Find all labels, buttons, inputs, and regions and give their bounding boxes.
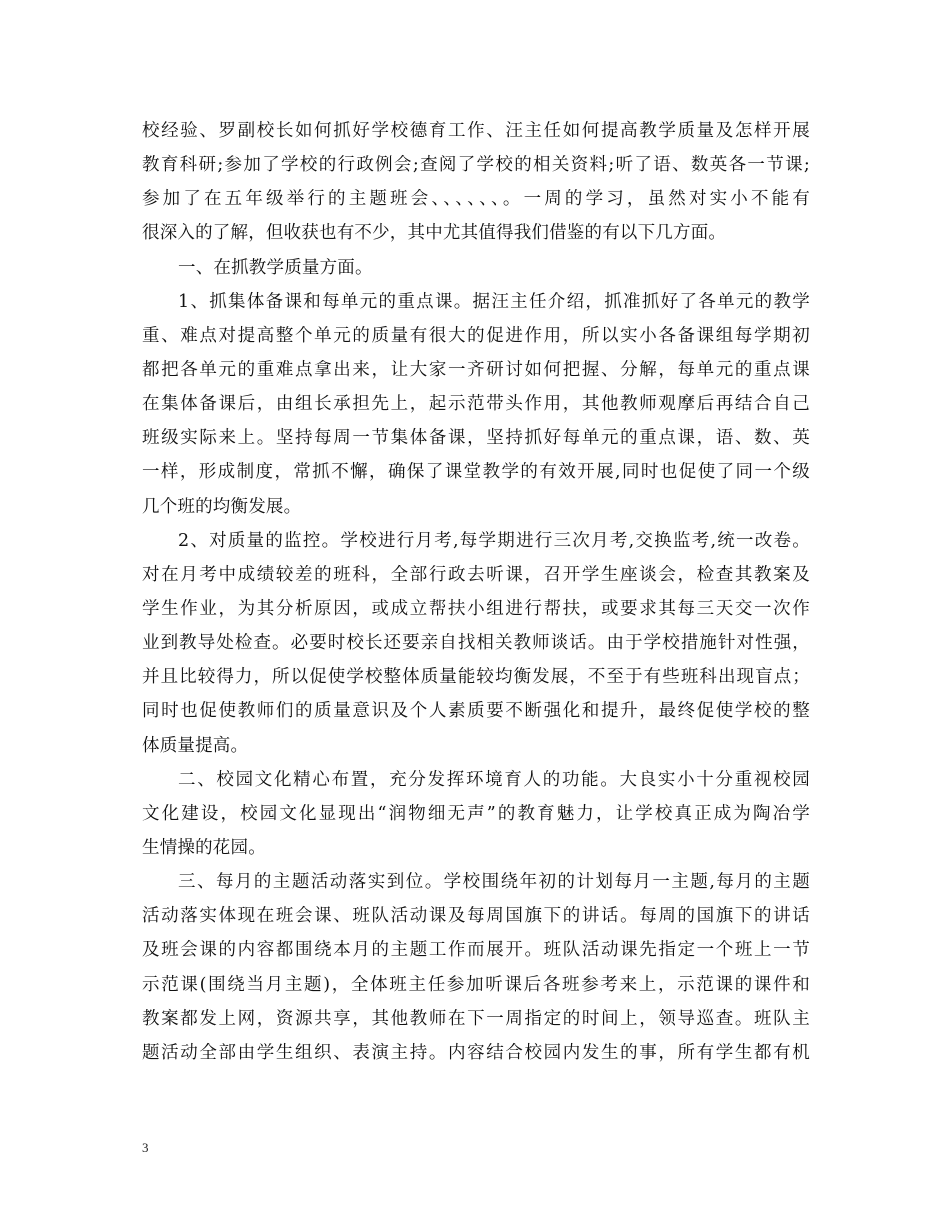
body-text xyxy=(142,114,810,1070)
text-line: 参加了在五年级举行的主题班会、、、、、、。一周的学习，虽然对实小不能有 xyxy=(142,189,810,210)
text-line: 体质量提高。 xyxy=(142,735,249,756)
text-line: 校经验、罗副校长如何抓好学校德育工作、汪主任如何提高教学质量及怎样开展 xyxy=(142,121,810,141)
text-line: 并且比较得力，所以促使学校整体质量能较均衡发展，不至于有些班科出现盲点； xyxy=(142,667,810,688)
text-line: 教案都发上网，资源共享，其他教师在下一周指定的时间上，领导巡查。班队主 xyxy=(142,1008,810,1029)
text-line: 2、对质量的监控。学校进行月考,每学期进行三次月考,交换监考,统一改卷。 xyxy=(178,530,810,551)
text-line: 示范课(围绕当月主题)，全体班主任参加听课后各班参考来上，示范课的课件和 xyxy=(142,974,810,995)
text-line: 业到教导处检查。必要时校长还要亲自找相关教师谈话。由于学校措施针对性强， xyxy=(142,633,810,654)
text-line: 题活动全部由学生组织、表演主持。内容结合校园内发生的事，所有学生都有机 xyxy=(142,1042,810,1063)
text-line: 1、抓集体备课和每单元的重点课。据汪主任介绍，抓准抓好了各单元的教学 xyxy=(178,291,810,312)
text-line: 同时也促使教师们的质量意识及个人素质要不断强化和提升，最终促使学校的整 xyxy=(142,701,810,722)
text-line: 对在月考中成绩较差的班科，全部行政去听课，召开学生座谈会，检查其教案及 xyxy=(142,564,810,585)
text-line: 都把各单元的重难点拿出来，让大家一齐研讨如何把握、分解，每单元的重点课 xyxy=(142,359,810,380)
page-number: 3 xyxy=(142,1140,149,1155)
text-line: 生情操的花园。 xyxy=(142,837,266,858)
text-line: 在集体备课后，由组长承担先上，起示范带头作用，其他教师观摩后再结合自己 xyxy=(142,394,810,415)
text-line: 一、在抓教学质量方面。 xyxy=(178,257,373,278)
text-line: 重、难点对提高整个单元的质量有很大的促进作用，所以实小各备课组每学期初 xyxy=(142,325,810,346)
text-line: 一样，形成制度，常抓不懈，确保了课堂教学的有效开展,同时也促使了同一个级 xyxy=(142,462,810,483)
text-line: 教育科研;参加了学校的行政例会;查阅了学校的相关资料;听了语、数英各一节课; xyxy=(142,155,810,176)
text-line: 几个班的均衡发展。 xyxy=(142,496,302,517)
text-line: 班级实际来上。坚持每周一节集体备课，坚持抓好每单元的重点课，语、数、英 xyxy=(142,428,810,449)
text-line: 三、每月的主题活动落实到位。学校围绕年初的计划每月一主题,每月的主题 xyxy=(178,872,810,893)
text-line: 活动落实体现在班会课、班队活动课及每周国旗下的讲话。每周的国旗下的讲话 xyxy=(142,906,810,927)
text-line: 二、校园文化精心布置，充分发挥环境育人的功能。大良实小十分重视校园 xyxy=(178,769,810,790)
text-line: 及班会课的内容都围绕本月的主题工作而展开。班队活动课先指定一个班上一节 xyxy=(142,940,810,961)
text-line: 学生作业，为其分析原因，或成立帮扶小组进行帮扶，或要求其每三天交一次作 xyxy=(142,598,810,619)
text-line: 文化建设，校园文化显现出“润物细无声”的教育魅力，让学校真正成为陶冶学 xyxy=(142,803,810,824)
text-line: 很深入的了解，但收获也有不少，其中尤其值得我们借鉴的有以下几方面。 xyxy=(142,223,727,244)
